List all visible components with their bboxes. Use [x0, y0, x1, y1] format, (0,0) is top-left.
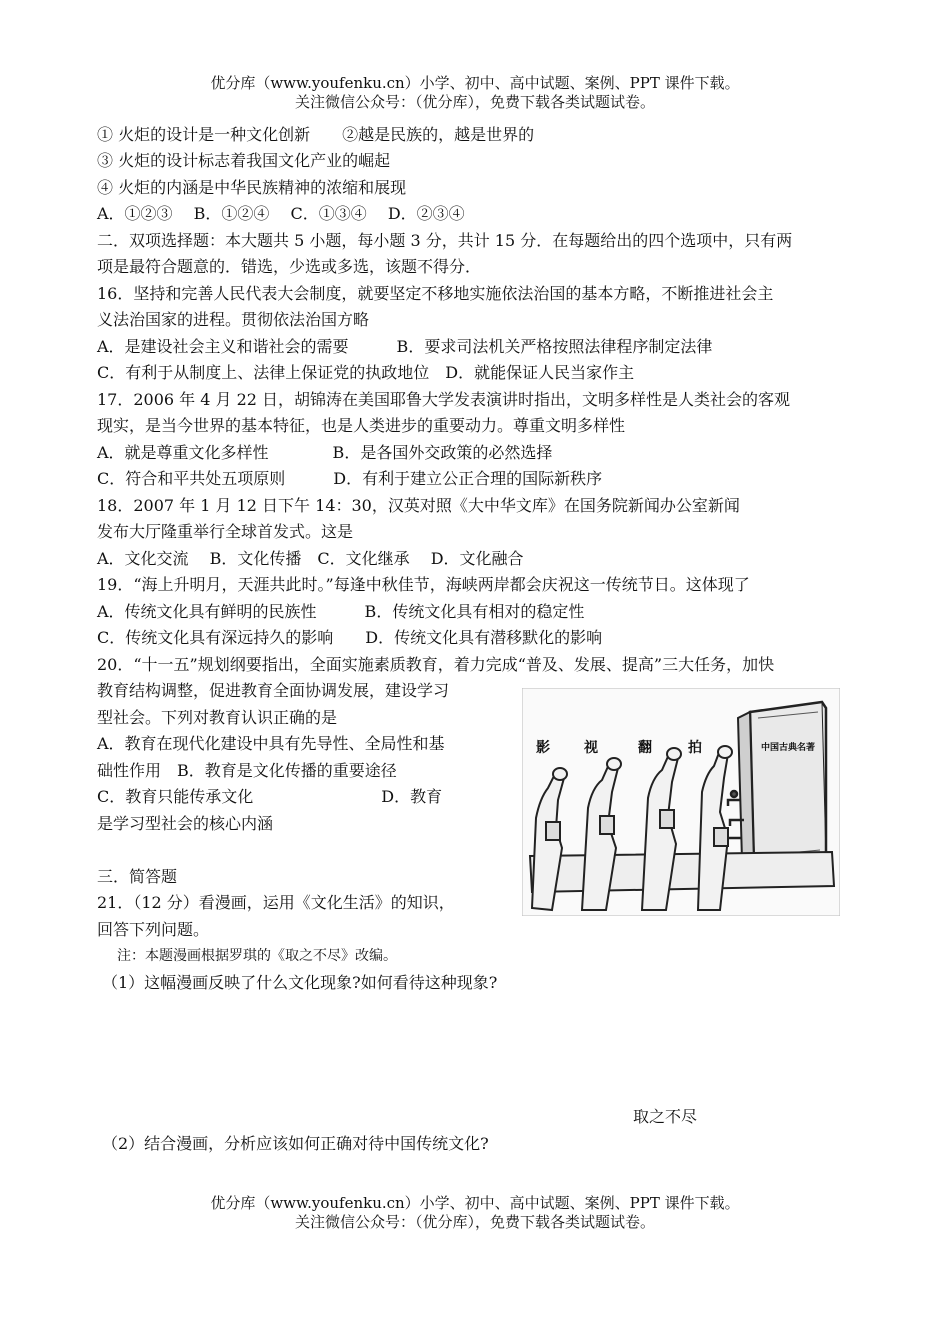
- answer-options: 是学习型社会的核心内涵: [97, 814, 274, 833]
- cartoon-note: 注：本题漫画根据罗琪的《取之不尽》改编。: [117, 948, 397, 964]
- answer-options: A．教育在现代化建设中具有先导性、全局性和基: [97, 734, 445, 753]
- footer-line-2: 关注微信公众号：（优分库），免费下载各类试题试卷。: [294, 1213, 655, 1231]
- question-18-cont: 发布大厅隆重举行全球首发式。这是: [97, 522, 354, 541]
- caption-char: 影: [536, 740, 550, 756]
- answer-options: A．①②③ B．①②④ C．①③④ D．②③④: [97, 204, 465, 223]
- book-icon: [738, 702, 826, 864]
- section-heading: 二．双项选择题：本大题共 5 小题，每小题 3 分，共计 15 分．在每题给出的四个选项中，只有两: [97, 231, 793, 250]
- page-footer: [0, 1194, 950, 1232]
- header-line-2: 关注微信公众号：（优分库），免费下载各类试题试卷。: [294, 93, 655, 111]
- section-heading: 三．简答题: [97, 867, 178, 886]
- option-line: ③ 火炬的设计标志着我国文化产业的崛起: [97, 151, 391, 170]
- question-16: 16．坚持和完善人民代表大会制度，就要坚定不移地实施依法治国的基本方略，不断推进社会主: [97, 284, 774, 303]
- answer-options: C．教育只能传承文化 D．教育: [97, 787, 443, 806]
- question-17-cont: 现实，是当今世界的基本特征，也是人类进步的重要动力。尊重文明多样性: [97, 416, 626, 435]
- caption-char: 翻: [638, 740, 652, 756]
- sub-question-1: （1）这幅漫画反映了什么文化现象?如何看待这种现象?: [102, 973, 498, 992]
- question-20: 20．“十一五”规划纲要指出，全面实施素质教育，着力完成“普及、发展、提高”三大任务，加快: [97, 655, 775, 674]
- caption-char: 视: [584, 740, 598, 756]
- footer-line-1: 优分库（www.youfenku.cn）小学、初中、高中试题、案例、PPT 课件下载。: [210, 1194, 740, 1212]
- answer-options: C．符合和平共处五项原则 D．有利于建立公正合理的国际新秩序: [97, 469, 603, 488]
- question-19: 19．“海上升明月，天涯共此时。”每逢中秋佳节，海峡两岸都会庆祝这一传统节日。这体现了: [97, 575, 750, 594]
- sub-question-2: （2）结合漫画，分析应该如何正确对待中国传统文化?: [102, 1134, 489, 1153]
- question-20-cont: 型社会。下列对教育认识正确的是: [97, 708, 338, 727]
- caption-char: 拍: [688, 740, 702, 756]
- section-instructions: 项是最符合题意的．错选，少选或多选，该题不得分．: [97, 257, 482, 276]
- header-line-1: 优分库（www.youfenku.cn）小学、初中、高中试题、案例、PPT 课件下载。: [210, 74, 740, 92]
- question-18: 18．2007 年 1 月 12 日下午 14：30，汉英对照《大中华文库》在国务院新闻办公室新闻: [97, 496, 740, 515]
- question-16-cont: 义法治国家的进程。贯彻依法治国方略: [97, 310, 370, 329]
- option-line: ① 火炬的设计是一种文化创新 ②越是民族的，越是世界的: [97, 125, 535, 144]
- answer-options: C．有利于从制度上、法律上保证党的执政地位 D．就能保证人民当家作主: [97, 363, 635, 382]
- answer-options: A．是建设社会主义和谐社会的需要 B．要求司法机关严格按照法律程序制定法律: [97, 337, 713, 356]
- cartoon-image: [522, 688, 840, 916]
- answer-options: A．文化交流 B．文化传播 C．文化继承 D．文化融合: [97, 549, 524, 568]
- answer-options: A．就是尊重文化多样性 B．是各国外交政策的必然选择: [97, 443, 553, 462]
- page-header: [0, 74, 950, 112]
- question-21: 21．（12 分）看漫画，运用《文化生活》的知识，: [97, 893, 455, 912]
- question-20-cont: 教育结构调整，促进教育全面协调发展，建设学习: [97, 681, 450, 700]
- answer-options: C．传统文化具有深远持久的影响 D．传统文化具有潜移默化的影响: [97, 628, 603, 647]
- question-17: 17．2006 年 4 月 22 日，胡锦涛在美国耶鲁大学发表演讲时指出，文明多样性是人类社会的客观: [97, 390, 791, 409]
- option-line: ④ 火炬的内涵是中华民族精神的浓缩和展现: [97, 178, 407, 197]
- cartoon-title: 取之不尽: [633, 1107, 698, 1126]
- answer-options: 础性作用 B．教育是文化传播的重要途径: [97, 761, 397, 780]
- question-21-cont: 回答下列问题。: [97, 920, 210, 939]
- answer-options: A．传统文化具有鲜明的民族性 B．传统文化具有相对的稳定性: [97, 602, 585, 621]
- book-title-label: 中国古典名著: [761, 743, 816, 753]
